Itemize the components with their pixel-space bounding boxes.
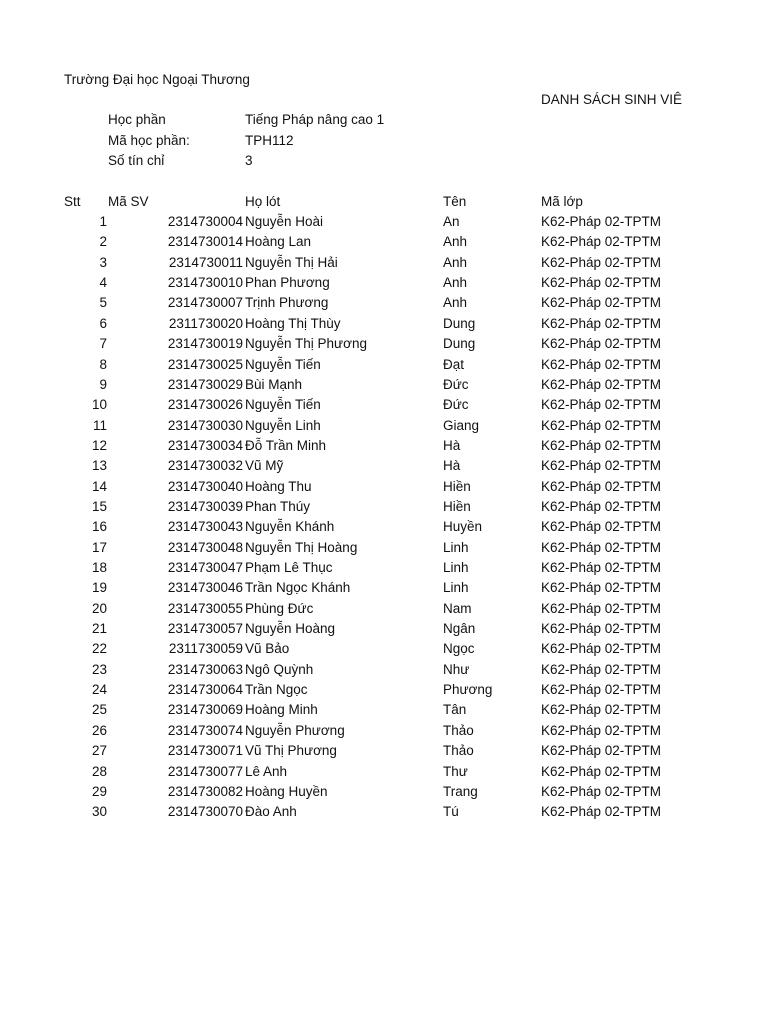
row-stt: 19 — [91, 580, 107, 596]
row-ma-lop: K62-Pháp 02-TPTM — [541, 275, 662, 291]
header-ma-sv: Mã SV — [108, 194, 149, 209]
row-ma-lop: K62-Pháp 02-TPTM — [541, 315, 662, 331]
table-row — [0, 355, 768, 375]
row-ho-lot: Nguyễn Hoàng — [245, 621, 336, 636]
row-ho-lot: Nguyễn Thị Hoàng — [245, 539, 358, 555]
row-stt: 21 — [91, 621, 107, 636]
row-stt: 4 — [99, 275, 107, 291]
row-ho-lot: Phan Phương — [245, 275, 330, 291]
table-row — [0, 599, 768, 619]
credits-label: Số tín chỉ — [108, 153, 165, 168]
row-stt: 27 — [91, 743, 107, 759]
row-ma-lop: K62-Pháp 02-TPTM — [541, 234, 662, 250]
row-stt: 26 — [91, 722, 107, 738]
row-ma-sv: 2314730019 — [167, 336, 243, 352]
row-stt: 15 — [91, 498, 107, 514]
row-ma-lop: K62-Pháp 02-TPTM — [541, 417, 662, 433]
row-stt: 2 — [99, 234, 107, 250]
row-ma-sv: 2314730025 — [167, 356, 243, 372]
row-ten: Hà — [443, 437, 461, 453]
table-row — [0, 558, 768, 578]
row-ten: Anh — [443, 295, 468, 311]
row-ten: Ngân — [443, 621, 476, 636]
row-ma-sv: 2314730063 — [167, 661, 243, 677]
row-ho-lot: Ngô Quỳnh — [245, 661, 314, 677]
row-ten: Linh — [443, 580, 469, 596]
row-ma-lop: K62-Pháp 02-TPTM — [541, 336, 662, 352]
row-ho-lot: Hoàng Thu — [245, 478, 312, 494]
row-ho-lot: Nguyễn Hoài — [245, 214, 324, 229]
table-row — [0, 436, 768, 456]
row-ma-sv: 2314730039 — [167, 498, 243, 514]
row-ma-sv: 2314730064 — [167, 682, 243, 697]
row-ten: Anh — [443, 275, 468, 291]
row-ten: Giang — [443, 417, 480, 433]
row-ma-lop: K62-Pháp 02-TPTM — [541, 580, 662, 596]
row-ma-sv: 2314730026 — [167, 397, 243, 413]
row-ho-lot: Vũ Mỹ — [245, 458, 284, 474]
row-ten: Thảo — [443, 722, 474, 738]
row-ho-lot: Hoàng Huyền — [245, 783, 328, 799]
row-ten: Linh — [443, 560, 469, 575]
row-ho-lot: Hoàng Minh — [245, 702, 318, 718]
row-ma-lop: K62-Pháp 02-TPTM — [541, 498, 662, 514]
table-row — [0, 456, 768, 476]
row-ma-sv: 2314730082 — [167, 783, 243, 799]
row-ma-lop: K62-Pháp 02-TPTM — [541, 621, 662, 636]
course-value: Tiếng Pháp nâng cao 1 — [245, 112, 385, 127]
row-ten: Nam — [443, 600, 472, 616]
row-ma-sv: 2314730004 — [167, 214, 243, 229]
row-ma-sv: 2314730014 — [167, 234, 243, 250]
row-ho-lot: Đỗ Trần Minh — [245, 437, 327, 453]
row-ma-sv: 2314730034 — [167, 437, 243, 453]
table-row — [0, 578, 768, 598]
row-stt: 23 — [91, 661, 107, 677]
row-stt: 18 — [91, 560, 107, 575]
row-ma-lop: K62-Pháp 02-TPTM — [541, 783, 662, 799]
table-row — [0, 334, 768, 354]
table-row — [0, 517, 768, 537]
row-ten: Dung — [443, 336, 476, 352]
row-ma-sv: 2314730047 — [167, 560, 243, 575]
list-title: DANH SÁCH SINH VIÊ — [541, 92, 683, 107]
row-ma-lop: K62-Pháp 02-TPTM — [541, 478, 662, 494]
row-ten: Phương — [443, 682, 493, 697]
row-ma-sv: 2314730070 — [167, 804, 243, 820]
row-ten: Anh — [443, 254, 468, 270]
table-row — [0, 395, 768, 415]
table-row — [0, 273, 768, 293]
row-ma-lop: K62-Pháp 02-TPTM — [541, 722, 662, 738]
row-stt: 24 — [91, 682, 107, 697]
row-ma-lop: K62-Pháp 02-TPTM — [541, 702, 662, 718]
table-row — [0, 782, 768, 802]
row-ma-sv: 2314730030 — [167, 417, 243, 433]
row-ten: Hiền — [443, 478, 471, 494]
table-row — [0, 619, 768, 639]
row-ma-sv: 2314730069 — [167, 702, 243, 718]
row-ho-lot: Trần Ngọc Khánh — [245, 580, 351, 596]
row-stt: 25 — [91, 702, 107, 718]
row-ma-lop: K62-Pháp 02-TPTM — [541, 763, 662, 779]
course-code-label: Mã học phần: — [108, 133, 190, 148]
row-stt: 13 — [91, 458, 107, 474]
table-row — [0, 721, 768, 741]
table-row — [0, 802, 768, 822]
table-row — [0, 293, 768, 313]
row-stt: 16 — [91, 519, 107, 535]
row-ma-sv: 2314730055 — [167, 600, 243, 616]
row-stt: 6 — [99, 315, 107, 331]
row-ma-sv: 2314730074 — [167, 722, 243, 738]
row-ho-lot: Nguyễn Tiến — [245, 397, 321, 413]
row-ten: Đức — [443, 376, 469, 392]
course-label: Học phần — [108, 112, 166, 127]
row-stt: 20 — [91, 600, 107, 616]
row-ten: Huyền — [443, 519, 483, 535]
row-ho-lot: Nguyễn Thị Hải — [245, 254, 338, 270]
table-row — [0, 477, 768, 497]
row-ma-sv: 2314730007 — [167, 295, 243, 311]
table-row — [0, 680, 768, 700]
table-row — [0, 762, 768, 782]
row-ho-lot: Nguyễn Khánh — [245, 519, 335, 535]
row-ho-lot: Lê Anh — [245, 763, 288, 779]
row-stt: 22 — [91, 641, 107, 657]
row-ma-lop: K62-Pháp 02-TPTM — [541, 397, 662, 413]
row-ma-sv: 2314730046 — [167, 580, 243, 596]
header-ma-lop: Mã lớp — [541, 194, 583, 209]
row-ho-lot: Nguyễn Thị Phương — [245, 336, 367, 352]
header-ho-lot: Họ lót — [245, 194, 281, 209]
row-ho-lot: Nguyễn Tiến — [245, 356, 321, 372]
row-ten: Trang — [443, 783, 478, 799]
row-stt: 28 — [91, 763, 107, 779]
table-row — [0, 375, 768, 395]
row-ma-lop: K62-Pháp 02-TPTM — [541, 295, 662, 311]
row-ma-lop: K62-Pháp 02-TPTM — [541, 254, 662, 270]
course-code-value: TPH112 — [245, 133, 294, 148]
row-ma-sv: 2314730048 — [167, 539, 243, 555]
row-ma-lop: K62-Pháp 02-TPTM — [541, 682, 662, 697]
row-ma-lop: K62-Pháp 02-TPTM — [541, 519, 662, 535]
row-ho-lot: Trịnh Phương — [245, 295, 329, 311]
row-stt: 9 — [99, 376, 107, 392]
row-stt: 8 — [99, 356, 107, 372]
row-ten: Đạt — [443, 356, 465, 372]
row-ten: Tân — [443, 702, 467, 718]
row-stt: 17 — [91, 539, 107, 555]
row-ten: An — [443, 214, 460, 229]
row-ma-sv: 2314730032 — [167, 458, 243, 474]
school-name: Trường Đại học Ngoại Thương — [64, 72, 250, 87]
row-ma-lop: K62-Pháp 02-TPTM — [541, 600, 662, 616]
table-row — [0, 497, 768, 517]
row-ho-lot: Bùi Mạnh — [245, 376, 303, 392]
row-ma-lop: K62-Pháp 02-TPTM — [541, 214, 662, 229]
table-row — [0, 212, 768, 232]
table-row — [0, 416, 768, 436]
row-ma-sv: 2314730011 — [168, 254, 243, 270]
row-stt: 29 — [91, 783, 107, 799]
table-row — [0, 660, 768, 680]
row-stt: 7 — [99, 336, 107, 352]
row-stt: 11 — [92, 417, 107, 433]
row-ho-lot: Trần Ngọc — [245, 682, 308, 697]
row-ma-lop: K62-Pháp 02-TPTM — [541, 376, 662, 392]
row-ma-sv: 2314730029 — [167, 376, 243, 392]
header-stt: Stt — [64, 194, 81, 209]
row-ho-lot: Hoàng Thị Thùy — [245, 315, 341, 331]
row-ten: Thảo — [443, 743, 474, 759]
row-ho-lot: Nguyễn Linh — [245, 417, 321, 433]
row-ho-lot: Phạm Lê Thục — [245, 560, 333, 575]
row-ma-sv: 2314730010 — [167, 275, 243, 291]
row-ma-lop: K62-Pháp 02-TPTM — [541, 458, 662, 474]
table-row — [0, 700, 768, 720]
row-ma-lop: K62-Pháp 02-TPTM — [541, 743, 662, 759]
row-ten: Ngọc — [443, 641, 475, 657]
row-stt: 14 — [91, 478, 107, 494]
header-ten: Tên — [443, 194, 467, 209]
row-ho-lot: Vũ Thị Phương — [245, 743, 337, 759]
row-stt: 12 — [91, 437, 107, 453]
row-ten: Dung — [443, 315, 476, 331]
row-ma-lop: K62-Pháp 02-TPTM — [541, 356, 662, 372]
row-ma-lop: K62-Pháp 02-TPTM — [541, 661, 662, 677]
row-ten: Anh — [443, 234, 468, 250]
row-ten: Tú — [443, 804, 459, 820]
table-row — [0, 741, 768, 761]
row-stt: 5 — [99, 295, 107, 311]
row-ma-sv: 2311730059 — [168, 641, 243, 657]
row-ma-lop: K62-Pháp 02-TPTM — [541, 641, 662, 657]
row-ho-lot: Phùng Đức — [245, 600, 314, 616]
row-stt: 3 — [99, 254, 107, 270]
table-row — [0, 314, 768, 334]
row-ho-lot: Vũ Bảo — [245, 641, 290, 657]
row-ho-lot: Hoàng Lan — [245, 234, 312, 250]
row-ma-sv: 2314730057 — [167, 621, 243, 636]
row-ma-sv: 2314730040 — [167, 478, 243, 494]
table-row — [0, 639, 768, 659]
row-ten: Linh — [443, 539, 469, 555]
row-ho-lot: Đào Anh — [245, 804, 297, 820]
table-row — [0, 538, 768, 558]
row-ten: Hà — [443, 458, 461, 474]
row-ma-sv: 2314730043 — [167, 519, 243, 535]
row-ten: Hiền — [443, 498, 471, 514]
row-ten: Như — [443, 661, 470, 677]
row-ho-lot: Nguyễn Phương — [245, 722, 345, 738]
row-stt: 30 — [91, 804, 107, 820]
row-ma-lop: K62-Pháp 02-TPTM — [541, 539, 662, 555]
row-stt: 10 — [91, 397, 107, 413]
row-ma-lop: K62-Pháp 02-TPTM — [541, 437, 662, 453]
row-ma-sv: 2314730071 — [167, 743, 243, 759]
credits-value: 3 — [245, 153, 253, 168]
row-ma-sv: 2311730020 — [168, 315, 243, 331]
row-ma-sv: 2314730077 — [167, 763, 243, 779]
row-ma-lop: K62-Pháp 02-TPTM — [541, 560, 662, 575]
table-row — [0, 253, 768, 273]
row-ma-lop: K62-Pháp 02-TPTM — [541, 804, 662, 820]
row-ten: Đức — [443, 397, 469, 413]
table-row — [0, 232, 768, 252]
row-stt: 1 — [99, 214, 107, 229]
row-ho-lot: Phan Thúy — [245, 498, 311, 514]
row-ten: Thư — [443, 763, 468, 779]
